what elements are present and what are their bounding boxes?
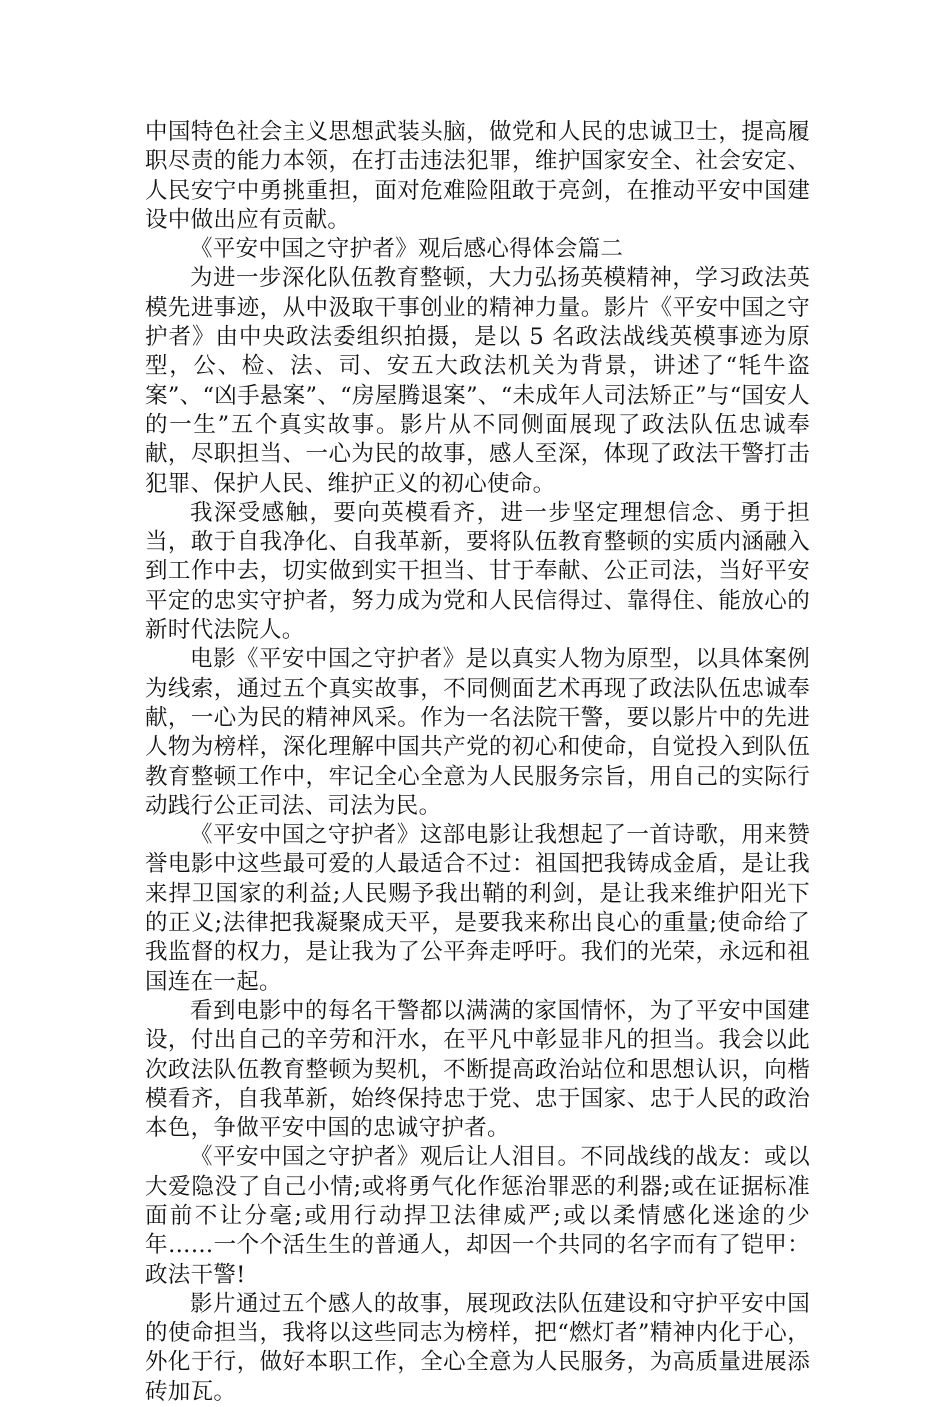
paragraph: 《平安中国之守护者》观后让人泪目。不同战线的战友：或以大爱隐没了自己小情;或将勇气化作惩治罪恶的利器;或在证据标准面前不让分毫;或用行动捍卫法律威严;或以柔情感化迷途的少年……一个个活生生的普通人，却因一个共同的名字而有了铠甲：政法干警! <box>145 1144 810 1288</box>
document-body <box>145 118 810 1407</box>
section-heading: 《平安中国之守护者》观后感心得体会篇二 <box>190 236 624 263</box>
paragraph: 为进一步深化队伍教育整顿，大力弘扬英模精神，学习政法英模先进事迹，从中汲取干事创业的精神力量。影片《平安中国之守护者》由中央政法委组织拍摄，是以 5 名政法战线英模事迹为原型，公、检、法、司、安五大政法机关为背景，讲述了“牦牛盗案”、“凶手悬案”、“房屋腾退案”、“未成年人司法矫正”与“国安人的一生”五个真实故事。影片从不同侧面展现了政法队伍忠诚奉献，尽职担当、一心为民的故事，感人至深，体现了政法干警打击犯罪、保护人民、维护正义的初心使命。 <box>145 265 810 497</box>
paragraph: 影片通过五个感人的故事，展现政法队伍建设和守护平安中国的使命担当，我将以这些同志为榜样，把“燃灯者”精神内化于心，外化于行，做好本职工作，全心全意为人民服务，为高质量进展添砖加瓦。 <box>145 1290 810 1405</box>
paragraph-continuation: 中国特色社会主义思想武装头脑，做党和人民的忠诚卫士，提高履职尽责的能力本领，在打击违法犯罪，维护国家安全、社会安定、人民安宁中勇挑重担，面对危难险阻敢于亮剑，在推动平安中国建设中做出应有贡献。 <box>145 119 810 233</box>
paragraph: 电影《平安中国之守护者》是以真实人物为原型，以具体案例为线索，通过五个真实故事，不同侧面艺术再现了政法队伍忠诚奉献，一心为民的精神风采。作为一名法院干警，要以影片中的先进人物为榜样，深化理解中国共产党的初心和使命，自觉投入到队伍教育整顿工作中，牢记全心全意为人民服务宗旨，用自己的实际行动践行公正司法、司法为民。 <box>145 646 810 819</box>
paragraph: 看到电影中的每名干警都以满满的家国情怀，为了平安中国建设，付出自己的辛劳和汗水，在平凡中彰显非凡的担当。我会以此次政法队伍教育整顿为契机，不断提高政治站位和思想认识，向楷模看齐，自我革新，始终保持忠于党、忠于国家、忠于人民的政治本色，争做平安中国的忠诚守护者。 <box>145 997 810 1142</box>
paragraph: 我深受感触，要向英模看齐，进一步坚定理想信念、勇于担当，敢于自我净化、自我革新，要将队伍教育整顿的实质内涵融入到工作中去，切实做到实干担当、甘于奉献、公正司法，当好平安平定的忠实守护者，努力成为党和人民信得过、靠得住、能放心的新时代法院人。 <box>145 499 810 644</box>
paragraph: 《平安中国之守护者》这部电影让我想起了一首诗歌，用来赞誉电影中这些最可爱的人最适合不过：祖国把我铸成金盾，是让我来捍卫国家的利益;人民赐予我出鞘的利剑，是让我来维护阳光下的正义;法律把我凝聚成天平，是要我来称出良心的重量;使命给了我监督的权力，是让我为了公平奔走呼吁。我们的光荣，永远和祖国连在一起。 <box>145 822 810 995</box>
